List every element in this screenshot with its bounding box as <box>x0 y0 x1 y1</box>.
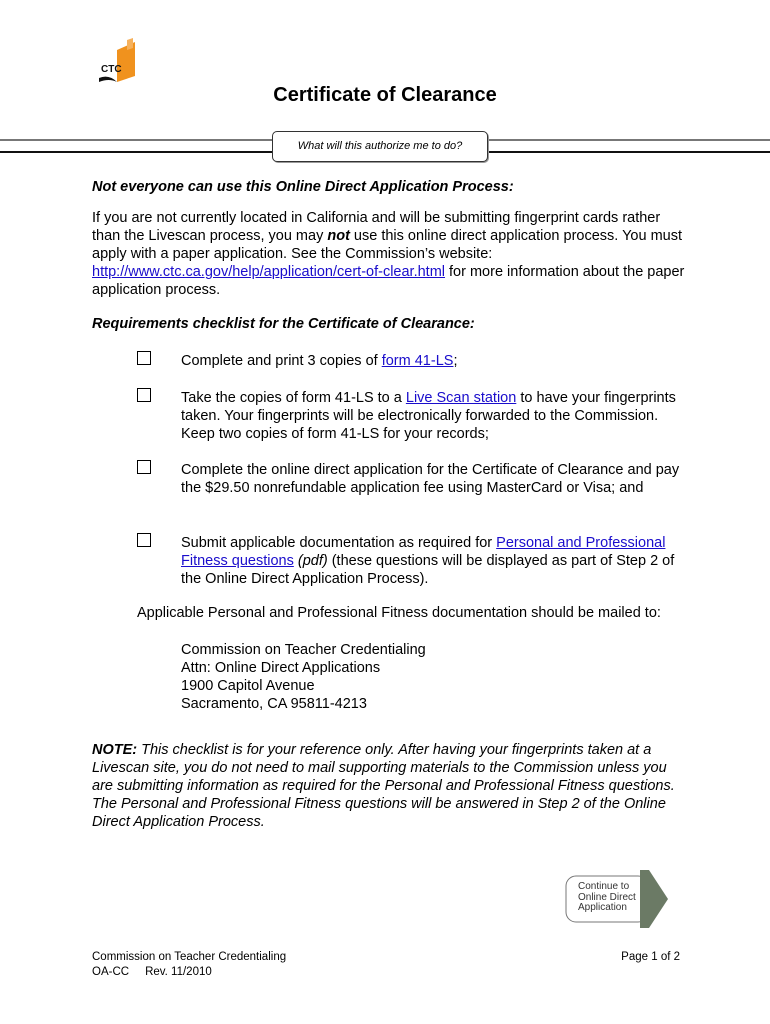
footer-left <box>92 950 286 980</box>
checklist-item: Complete the online direct application for the Certificate of Clearance and pay the $29.50 nonrefundable application fee using MasterCard or Visa; and <box>181 462 680 496</box>
button-label: Application <box>578 902 627 913</box>
text: Submit applicable documentation as required for <box>181 535 497 551</box>
text: Complete and print 3 copies of <box>181 353 382 369</box>
fitness-questions-link[interactable]: Personal and Professional Fitness questions <box>181 535 666 569</box>
emphasis: not <box>327 228 350 244</box>
button-label: Continue to <box>578 881 630 892</box>
authorize-button[interactable]: What will this authorize me to do? <box>272 131 488 162</box>
footer-org: Commission on Teacher Credentialing <box>92 951 287 963</box>
page-number: Page 1 of 2 <box>621 951 680 963</box>
text: This checklist is for your reference only. After having your fingerprints taken at a Livescan site, you do not need to mail supporting materials to the Commission unless you are submitting information as required for the Personal and Professional Fitness questions. The Personal and Professional Fitness questions will be answered in Step 2 of the Online Direct Application Process. <box>92 742 675 830</box>
checkbox[interactable] <box>137 460 151 474</box>
text: for more information about the paper application process. <box>92 264 685 298</box>
text: to have your fingerprints taken. Your fingerprints will be electronically forwarded to the Commission. Keep two copies of form 41-LS for your records; <box>181 390 676 442</box>
section-heading: Not everyone can use this Online Direct Application Process: <box>92 179 514 195</box>
intro-paragraph <box>92 209 692 299</box>
text: (these questions will be displayed as part of Step 2 of the Online Direct Application Process). <box>181 553 675 587</box>
text: If you are not currently located in California and will be submitting fingerprint cards rather than the Livescan process, you may <box>92 210 661 244</box>
checklist-item <box>181 389 681 443</box>
live-scan-link[interactable]: Live Scan station <box>405 390 517 406</box>
logo-text: CTC <box>101 64 122 75</box>
note-paragraph <box>92 741 687 831</box>
checkbox[interactable] <box>137 388 151 402</box>
checkbox[interactable] <box>137 533 151 547</box>
address-line: 1900 Capitol Avenue <box>181 678 315 694</box>
checklist-item <box>181 352 681 370</box>
note-label: NOTE: <box>92 742 138 758</box>
address-line: Commission on Teacher Credentialing <box>181 642 426 658</box>
text: use this online direct application process. You must apply with a paper application. See the Commission’s website: <box>92 228 682 262</box>
text: Take the copies of form 41-LS to a <box>181 390 406 406</box>
checklist-heading: Requirements checklist for the Certificate of Clearance: <box>92 316 475 332</box>
continue-button[interactable] <box>565 869 669 929</box>
mail-note: Applicable Personal and Professional Fitness documentation should be mailed to: <box>137 605 661 621</box>
button-label: Online Direct <box>578 891 636 903</box>
address-line: Sacramento, CA 95811-4213 <box>181 696 367 712</box>
mailing-address <box>181 641 426 713</box>
footer-revision: Rev. 11/2010 <box>145 966 212 978</box>
address-line: Attn: Online Direct Applications <box>181 660 381 676</box>
checklist-item <box>181 534 681 588</box>
footer-form: OA-CC <box>92 966 130 978</box>
text: ; <box>453 353 458 369</box>
form-41ls-link[interactable]: form 41-LS <box>381 353 454 369</box>
checkbox[interactable] <box>137 351 151 365</box>
website-link[interactable]: http://www.ctc.ca.gov/help/application/cert-of-clear.html <box>92 264 445 280</box>
page-title: Certificate of Clearance <box>273 84 497 106</box>
pdf-label: (pdf) <box>293 553 328 569</box>
ctc-logo <box>95 38 140 86</box>
